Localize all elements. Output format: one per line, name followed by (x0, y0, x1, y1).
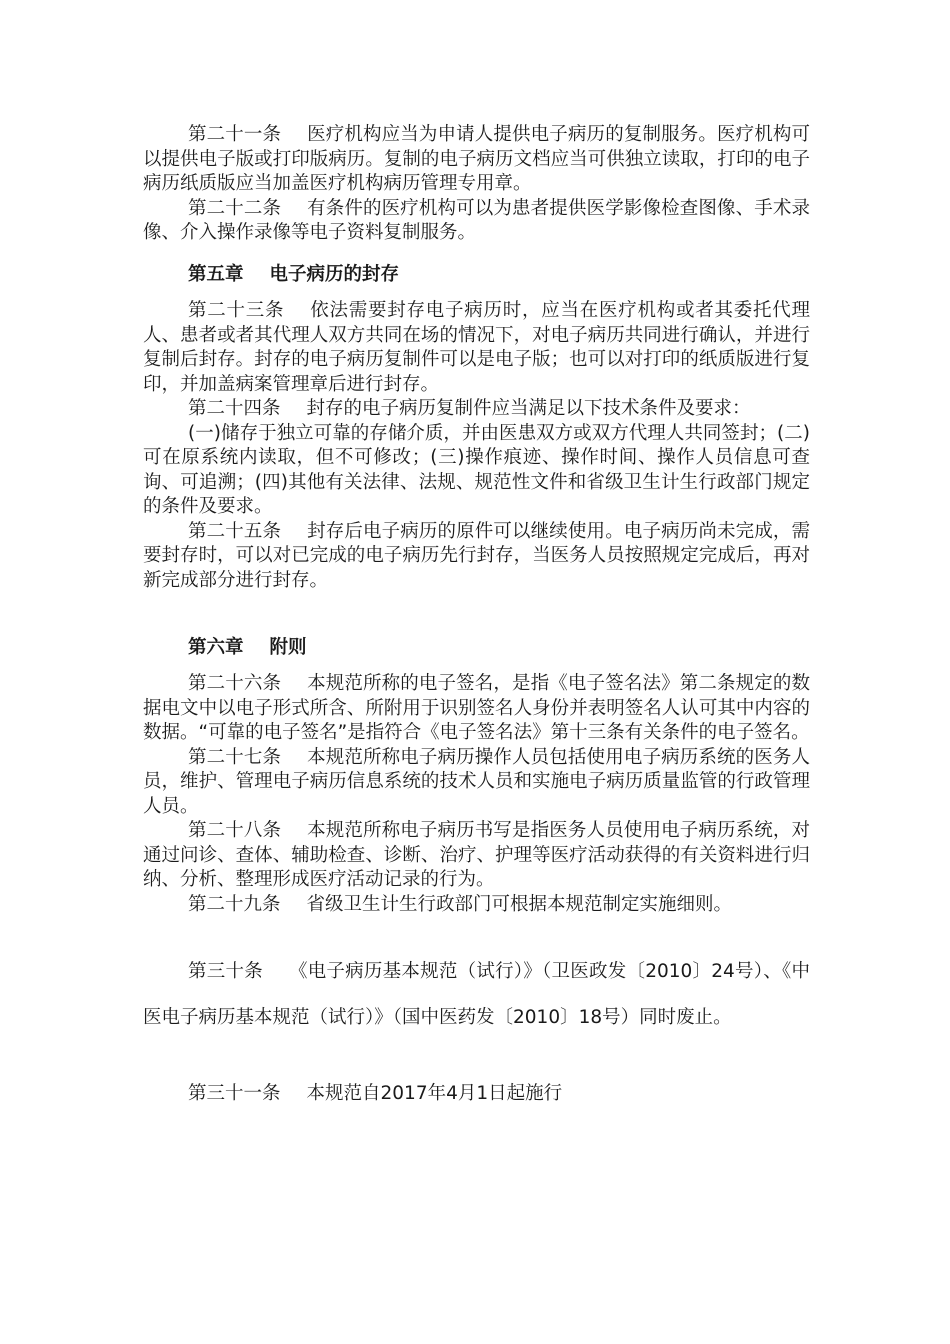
article-27 (143, 746, 810, 820)
article-text: 本规范所称电子病历书写是指医务人员使用电子病历系统，对通过问诊、查体、辅助检查、诊断、治疗、护理等医疗活动获得的有关资料进行归纳、分析、整理形成医疗活动记录的行为。 (143, 820, 810, 890)
article-number: 第二十六条 (188, 673, 282, 694)
article-25 (143, 520, 810, 594)
chapter-5-heading (188, 263, 399, 287)
article-number: 第二十八条 (188, 820, 282, 841)
section-repeal (143, 949, 810, 1041)
article-21 (143, 123, 810, 197)
article-number: 第二十九条 (188, 893, 281, 915)
article-text: 省级卫生计生行政部门可根据本规范制定实施细则。 (306, 893, 733, 915)
article-number: 第三十一条 (188, 1083, 281, 1104)
chapter-number: 第六章 (188, 637, 244, 658)
article-number: 第二十三条 (188, 300, 285, 321)
article-29 (143, 893, 810, 918)
article-text: 本规范自2017年4月1日起施行 (306, 1083, 563, 1104)
article-text: 封存的电子病历复制件应当满足以下技术条件及要求： (306, 398, 751, 419)
chapter-title: 附则 (269, 637, 307, 658)
article-number: 第二十七条 (188, 746, 282, 768)
article-number: 第二十二条 (188, 197, 282, 219)
article-text: 医疗机构应当为申请人提供电子病历的复制服务。医疗机构可以提供电子版或打印版病历。复制的电子病历文档应当可供独立读取，打印的电子病历纸质版应当加盖医疗机构病历管理专用章。 (143, 124, 810, 194)
section-copy-service (143, 123, 810, 246)
article-24 (143, 397, 810, 422)
article-24-conditions (143, 422, 810, 520)
article-text: 本规范所称电子病历操作人员包括使用电子病历系统的医务人员，维护、管理电子病历信息系统的技术人员和实施电子病历质量监管的行政管理人员。 (143, 746, 810, 817)
chapter-number: 第五章 (188, 264, 244, 285)
article-28 (143, 819, 810, 893)
article-22 (143, 197, 810, 246)
article-text: 依法需要封存电子病历时，应当在医疗机构或者其委托代理人、患者或者其代理人双方共同在场的情况下，对电子病历共同进行确认，并进行复制后封存。封存的电子病历复制件可以是电子版；也可以对打印的纸质版进行复印，并加盖病案管理章后进行封存。 (143, 300, 810, 395)
section-effective (143, 1082, 810, 1107)
chapter-title: 电子病历的封存 (269, 264, 400, 285)
article-31 (143, 1082, 810, 1107)
article-30 (143, 949, 810, 1041)
article-text: (一)储存于独立可靠的存储介质，并由医患双方或双方代理人共同签封；(二)可在原系统内读取，但不可修改；(三)操作痕迹、操作时间、操作人员信息可查询、可追溯；(四)其他有关法律、法规、规范性文件和省级卫生计生行政部门规定的条件及要求。 (143, 422, 810, 517)
article-number: 第二十五条 (188, 520, 282, 542)
article-number: 第二十一条 (188, 124, 282, 145)
article-26 (143, 672, 810, 746)
section-sealing (143, 299, 810, 593)
article-text: 封存后电子病历的原件可以继续使用。电子病历尚未完成，需要封存时，可以对已完成的电子病历先行封存，当医务人员按照规定完成后，再对新完成部分进行封存。 (143, 520, 810, 591)
article-number: 第三十条 (188, 961, 263, 982)
article-23 (143, 299, 810, 397)
article-number: 第二十四条 (188, 398, 281, 419)
article-text: 有条件的医疗机构可以为患者提供医学影像检查图像、手术录像、介入操作录像等电子资料复制服务。 (143, 197, 810, 243)
section-supplementary (143, 672, 810, 917)
article-text: 本规范所称的电子签名，是指《电子签名法》第二条规定的数据电文中以电子形式所含、所附用于识别签名人身份并表明签名人认可其中内容的数据。“可靠的电子签名”是指符合《电子签名法》第十三条有关条件的电子签名。 (143, 673, 810, 743)
chapter-6-heading (188, 636, 307, 660)
article-text: 《电子病历基本规范（试行）》（卫医政发〔2010〕24号）、《中医电子病历基本规范（试行）》（国中医药发〔2010〕18号）同时废止。 (143, 961, 810, 1028)
